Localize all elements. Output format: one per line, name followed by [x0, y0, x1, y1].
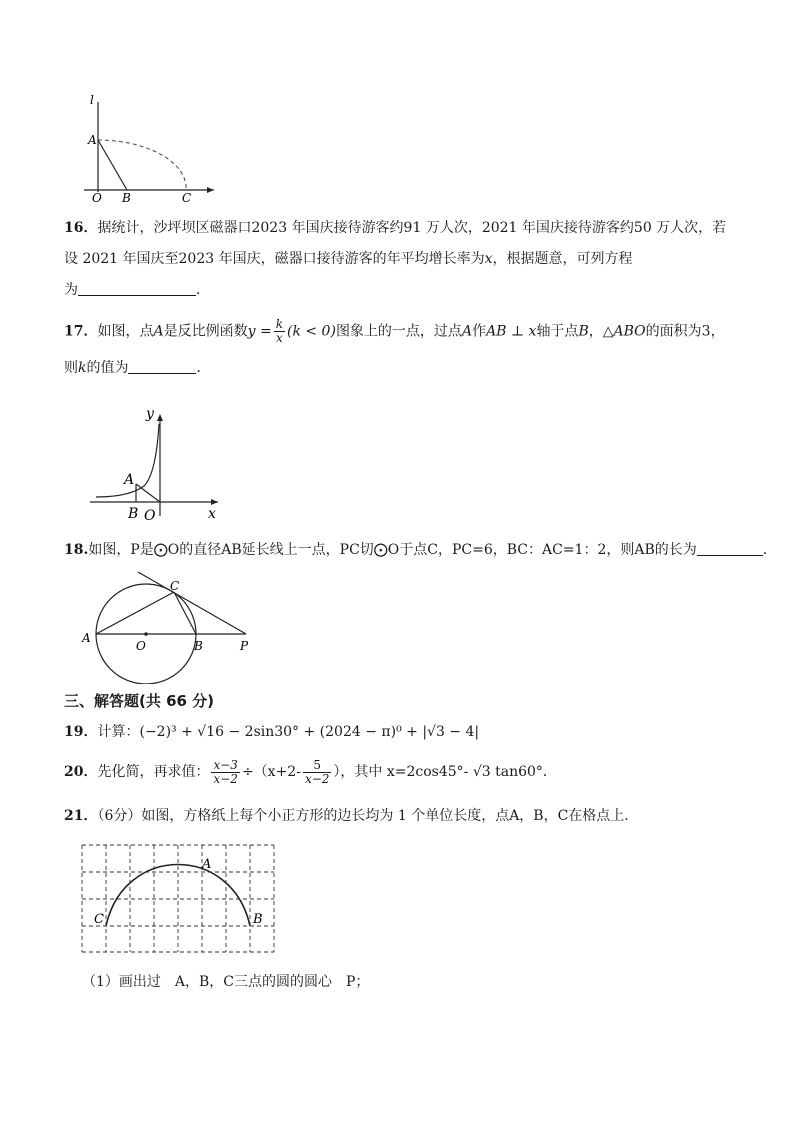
- q16-text-3a: 为: [64, 282, 78, 298]
- q17-text-c: 图象上的一点，过点: [335, 323, 462, 340]
- q18-end: ．: [762, 542, 777, 558]
- label-O: O: [136, 639, 146, 653]
- q19-number: 19．: [64, 724, 98, 740]
- q16-var-x: x: [484, 251, 493, 267]
- label-B: B: [253, 912, 263, 927]
- q16-end: ．: [196, 282, 210, 298]
- q16-answer-blank[interactable]: [78, 281, 196, 296]
- q17-text-d: 作: [472, 323, 487, 340]
- q17-triangle: △ABO: [602, 323, 646, 340]
- q20-number: 20．: [64, 764, 98, 780]
- q20-fraction-1: [211, 759, 239, 786]
- q20-text-c: ），其中 x=2cos45°- √3 tan60°．: [333, 764, 557, 780]
- q17-text-then: 则: [64, 360, 78, 376]
- q21-text: （6分）如图，方格纸上每个小正方形的边长均为 1 个单位长度，点A，B，C在格点上．: [97, 808, 639, 824]
- q18-answer-blank[interactable]: [697, 541, 763, 556]
- q20-frac2-num: 5: [303, 759, 331, 773]
- figure-q15: [80, 88, 220, 204]
- label-C: C: [170, 579, 180, 593]
- q16-text-2a: 设 2021 年国庆至2023 年国庆，磁器口接待游客的年平均增长率为: [64, 251, 485, 267]
- q20-line: [64, 758, 557, 786]
- q17-area: 3: [701, 323, 711, 340]
- label-x: x: [208, 506, 216, 522]
- q17-number: 17．: [64, 323, 98, 340]
- figure-q17: [84, 404, 224, 524]
- q21-sub1: （1）画出过 A，B，C三点的圆的圆心 P；: [82, 974, 370, 990]
- q17-text-e: 轴于点: [536, 323, 579, 340]
- section-3-title: 三、解答题(共 66 分): [64, 692, 215, 710]
- figure-q21-grid: [80, 842, 278, 956]
- q17-line2: [64, 358, 210, 378]
- label-A: A: [82, 631, 91, 645]
- q17-cond: (k < 0): [286, 323, 336, 340]
- q17-text-value: 的值为: [86, 360, 129, 376]
- label-C: C: [94, 912, 104, 927]
- label-P: P: [240, 639, 249, 653]
- label-A: A: [88, 133, 97, 147]
- q17-end: ．: [196, 360, 211, 376]
- q18-line: [64, 540, 777, 560]
- label-l: l: [90, 93, 94, 107]
- q16-text-1: 据统计，沙坪坝区磁器口2023 年国庆接待游客约91 万人次，2021 年国庆接待游客约50 万人次，若: [97, 220, 727, 236]
- q16-line1: [64, 218, 726, 238]
- q16-text-2b: ，根据题意，可列方程: [492, 251, 633, 267]
- q19-text: 计算：: [97, 724, 140, 740]
- q17-text-b: 是反比例函数: [163, 323, 248, 340]
- figure-q18: [80, 568, 270, 684]
- q17-text-f: ，: [588, 323, 603, 340]
- q21-number: 21．: [64, 808, 98, 824]
- label-B: B: [128, 506, 139, 522]
- q21-line: [64, 806, 638, 826]
- q19-expression: (−2)³ + √16 − 2sin30° + (2024 − π)⁰ + |√3 − 4|: [139, 724, 480, 740]
- q17-y-eq: y =: [247, 323, 272, 340]
- q17-point-B: B: [578, 323, 589, 340]
- q20-frac1-den: x−2: [213, 771, 238, 786]
- q17-k: k: [78, 360, 87, 376]
- label-C: C: [182, 191, 192, 204]
- q17-line1: [64, 318, 725, 345]
- q18-number: 18.: [64, 542, 89, 558]
- q20-text-b: ÷（x+2-: [241, 764, 301, 780]
- q17-text-g: 的面积为: [645, 323, 702, 340]
- q17-point-A2: A: [461, 323, 473, 340]
- label-A: A: [124, 472, 135, 488]
- q16-line3: [64, 280, 210, 300]
- q17-answer-blank[interactable]: [128, 359, 196, 374]
- q16-number: 16．: [64, 220, 98, 236]
- q17-point-A: A: [153, 323, 164, 340]
- q17-text-a: 如图，点: [97, 323, 154, 340]
- q17-frac-num: k: [275, 317, 283, 331]
- q20-frac1-num: x−3: [213, 757, 238, 772]
- label-A: A: [202, 857, 212, 872]
- label-y: y: [146, 406, 154, 422]
- q19-line: [64, 722, 479, 742]
- q17-ab-perp: AB ⊥ x: [486, 323, 537, 340]
- q20-text-a: 先化简，再求值：: [97, 764, 210, 780]
- q16-line2: [64, 249, 633, 269]
- label-O: O: [92, 191, 102, 204]
- label-B: B: [122, 191, 131, 204]
- q17-frac-den: x: [275, 331, 283, 345]
- q17-fraction: [274, 318, 285, 345]
- q18-text: 如图，P是⨀O的直径AB延长线上一点，PC切⨀O于点C，PC=6，BC：AC=1：2，则AB的长为: [88, 542, 697, 558]
- label-O: O: [144, 508, 156, 524]
- q17-text-h: ，: [710, 323, 725, 340]
- label-B: B: [194, 639, 203, 653]
- q20-fraction-2: [303, 759, 331, 786]
- q20-frac2-den: x−2: [304, 771, 330, 786]
